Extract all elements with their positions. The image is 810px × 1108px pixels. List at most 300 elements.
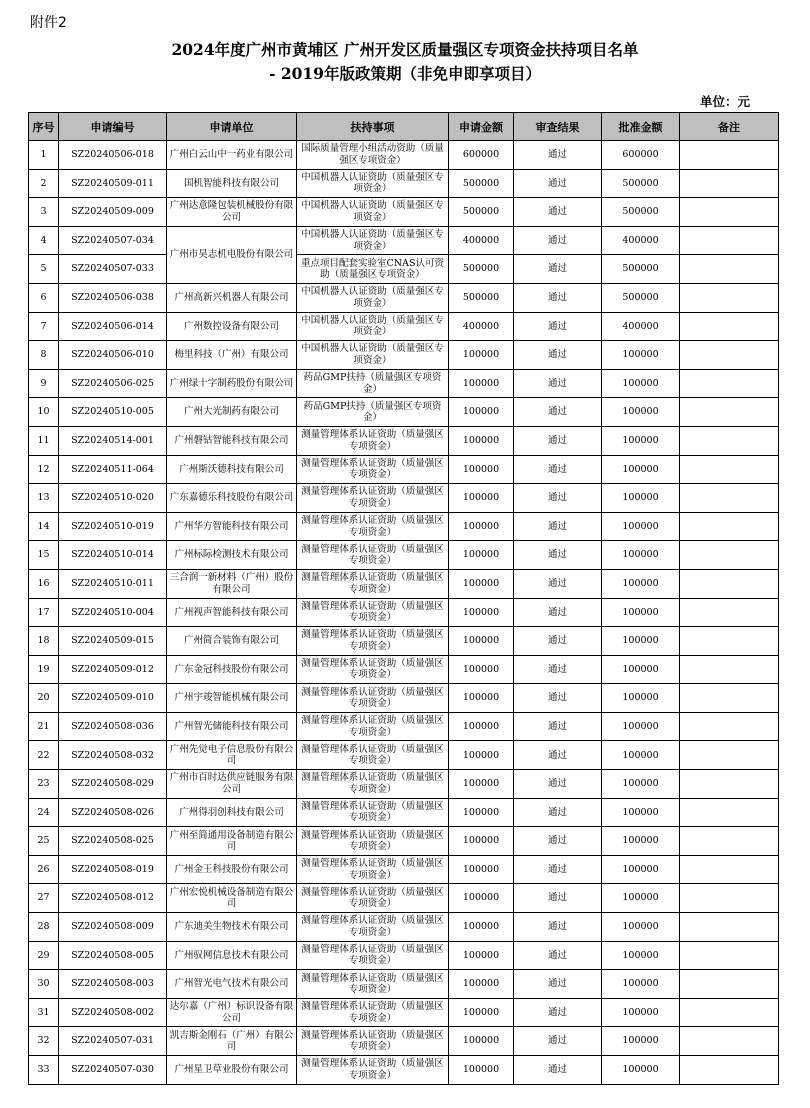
cell-approved: 100000 xyxy=(602,1056,680,1085)
cell-item: 测量管理体系认证资助（质量强区专项资金） xyxy=(297,884,449,913)
cell-approved: 100000 xyxy=(602,569,680,598)
cell-no: 14 xyxy=(29,512,59,541)
cell-unit: 广东迪美生物技术有限公司 xyxy=(167,913,297,942)
cell-note xyxy=(680,770,779,799)
table-row xyxy=(29,569,779,598)
cell-amount: 100000 xyxy=(449,970,514,999)
cell-amount: 100000 xyxy=(449,1027,514,1056)
cell-result: 通过 xyxy=(514,369,602,398)
cell-approved: 500000 xyxy=(602,255,680,284)
cell-amount: 400000 xyxy=(449,226,514,255)
cell-no: 2 xyxy=(29,169,59,198)
cell-unit: 广州金王科技股份有限公司 xyxy=(167,855,297,884)
cell-note xyxy=(680,569,779,598)
cell-unit: 广州绿十字制药股份有限公司 xyxy=(167,369,297,398)
table-row xyxy=(29,913,779,942)
cell-note xyxy=(680,627,779,656)
cell-item: 测量管理体系认证资助（质量强区专项资金） xyxy=(297,569,449,598)
cell-note xyxy=(680,455,779,484)
cell-no: 3 xyxy=(29,198,59,227)
cell-code: SZ20240510-004 xyxy=(59,598,167,627)
cell-code: SZ20240508-032 xyxy=(59,741,167,770)
cell-note xyxy=(680,741,779,770)
cell-unit: 广州标际检测技术有限公司 xyxy=(167,541,297,570)
cell-code: SZ20240508-029 xyxy=(59,770,167,799)
cell-approved: 100000 xyxy=(602,341,680,370)
cell-code: SZ20240506-018 xyxy=(59,141,167,170)
cell-unit: 广州数控设备有限公司 xyxy=(167,312,297,341)
cell-code: SZ20240508-025 xyxy=(59,827,167,856)
cell-result: 通过 xyxy=(514,198,602,227)
cell-approved: 100000 xyxy=(602,455,680,484)
cell-amount: 500000 xyxy=(449,198,514,227)
cell-approved: 100000 xyxy=(602,712,680,741)
cell-item: 测量管理体系认证资助（质量强区专项资金） xyxy=(297,684,449,713)
cell-approved: 100000 xyxy=(602,941,680,970)
cell-note xyxy=(680,941,779,970)
cell-result: 通过 xyxy=(514,1056,602,1085)
cell-code: SZ20240511-064 xyxy=(59,455,167,484)
cell-code: SZ20240514-001 xyxy=(59,426,167,455)
cell-note xyxy=(680,855,779,884)
table-row xyxy=(29,198,779,227)
cell-result: 通过 xyxy=(514,655,602,684)
cell-approved: 100000 xyxy=(602,541,680,570)
cell-unit: 广州智光储能科技有限公司 xyxy=(167,712,297,741)
cell-note xyxy=(680,1056,779,1085)
cell-approved: 100000 xyxy=(602,770,680,799)
cell-item: 测量管理体系认证资助（质量强区专项资金） xyxy=(297,484,449,513)
cell-code: SZ20240508-019 xyxy=(59,855,167,884)
table-row xyxy=(29,627,779,656)
table-row xyxy=(29,541,779,570)
table-row xyxy=(29,741,779,770)
cell-no: 13 xyxy=(29,484,59,513)
cell-amount: 100000 xyxy=(449,484,514,513)
cell-result: 通过 xyxy=(514,1027,602,1056)
cell-result: 通过 xyxy=(514,341,602,370)
table-row xyxy=(29,855,779,884)
cell-code: SZ20240508-012 xyxy=(59,884,167,913)
cell-unit: 三合润一新材料（广州）股份有限公司 xyxy=(167,569,297,598)
cell-unit: 广州达意隆包装机械股份有限公司 xyxy=(167,198,297,227)
table-row xyxy=(29,1056,779,1085)
table-row xyxy=(29,1027,779,1056)
cell-amount: 100000 xyxy=(449,684,514,713)
cell-no: 11 xyxy=(29,426,59,455)
cell-code: SZ20240510-005 xyxy=(59,398,167,427)
cell-note xyxy=(680,398,779,427)
cell-amount: 100000 xyxy=(449,998,514,1027)
cell-note xyxy=(680,169,779,198)
cell-no: 4 xyxy=(29,226,59,255)
table-row xyxy=(29,798,779,827)
cell-amount: 100000 xyxy=(449,941,514,970)
table-row xyxy=(29,455,779,484)
cell-note xyxy=(680,369,779,398)
cell-approved: 500000 xyxy=(602,198,680,227)
cell-note xyxy=(680,998,779,1027)
table-row xyxy=(29,169,779,198)
cell-result: 通过 xyxy=(514,226,602,255)
cell-approved: 100000 xyxy=(602,855,680,884)
cell-unit: 广州智光电气技术有限公司 xyxy=(167,970,297,999)
cell-result: 通过 xyxy=(514,569,602,598)
table-row xyxy=(29,398,779,427)
cell-no: 31 xyxy=(29,998,59,1027)
cell-no: 18 xyxy=(29,627,59,656)
cell-amount: 100000 xyxy=(449,770,514,799)
table-header-row xyxy=(29,113,779,141)
cell-item: 药品GMP扶持（质量强区专项资金） xyxy=(297,369,449,398)
header-unit: 申请单位 xyxy=(167,113,297,141)
cell-code: SZ20240510-019 xyxy=(59,512,167,541)
cell-amount: 100000 xyxy=(449,913,514,942)
cell-item: 测量管理体系认证资助（质量强区专项资金） xyxy=(297,998,449,1027)
cell-amount: 100000 xyxy=(449,741,514,770)
cell-item: 测量管理体系认证资助（质量强区专项资金） xyxy=(297,941,449,970)
cell-code: SZ20240507-033 xyxy=(59,255,167,284)
cell-item: 中国机器人认证资助（质量强区专项资金） xyxy=(297,198,449,227)
cell-code: SZ20240506-010 xyxy=(59,341,167,370)
cell-code: SZ20240506-025 xyxy=(59,369,167,398)
cell-no: 19 xyxy=(29,655,59,684)
cell-amount: 100000 xyxy=(449,655,514,684)
cell-item: 测量管理体系认证资助（质量强区专项资金） xyxy=(297,712,449,741)
cell-result: 通过 xyxy=(514,884,602,913)
table-row xyxy=(29,512,779,541)
cell-note xyxy=(680,913,779,942)
table-row xyxy=(29,283,779,312)
attachment-label: 附件2 xyxy=(30,15,67,31)
cell-item: 测量管理体系认证资助（质量强区专项资金） xyxy=(297,913,449,942)
cell-result: 通过 xyxy=(514,512,602,541)
table-row xyxy=(29,712,779,741)
cell-result: 通过 xyxy=(514,941,602,970)
cell-approved: 400000 xyxy=(602,312,680,341)
cell-amount: 100000 xyxy=(449,855,514,884)
cell-item: 测量管理体系认证资助（质量强区专项资金） xyxy=(297,770,449,799)
cell-no: 9 xyxy=(29,369,59,398)
cell-result: 通过 xyxy=(514,283,602,312)
cell-no: 29 xyxy=(29,941,59,970)
cell-no: 15 xyxy=(29,541,59,570)
cell-amount: 600000 xyxy=(449,141,514,170)
table-row xyxy=(29,312,779,341)
cell-result: 通过 xyxy=(514,827,602,856)
cell-approved: 100000 xyxy=(602,970,680,999)
cell-unit: 广州白云山中一药业有限公司 xyxy=(167,141,297,170)
cell-unit: 梅里科技（广州）有限公司 xyxy=(167,341,297,370)
cell-note xyxy=(680,512,779,541)
page-title: 2024年度广州市黄埔区 广州开发区质量强区专项资金扶持项目名单 xyxy=(171,40,639,59)
cell-item: 测量管理体系认证资助（质量强区专项资金） xyxy=(297,512,449,541)
cell-note xyxy=(680,655,779,684)
cell-amount: 100000 xyxy=(449,627,514,656)
cell-item: 药品GMP扶持（质量强区专项资金） xyxy=(297,398,449,427)
cell-item: 测量管理体系认证资助（质量强区专项资金） xyxy=(297,455,449,484)
header-no: 序号 xyxy=(29,113,59,141)
cell-no: 21 xyxy=(29,712,59,741)
cell-unit: 广州宏悦机械设备制造有限公司 xyxy=(167,884,297,913)
cell-amount: 100000 xyxy=(449,884,514,913)
table-row xyxy=(29,255,779,284)
cell-unit: 广州驭网信息技术有限公司 xyxy=(167,941,297,970)
cell-approved: 500000 xyxy=(602,169,680,198)
cell-note xyxy=(680,884,779,913)
table-row xyxy=(29,770,779,799)
cell-no: 30 xyxy=(29,970,59,999)
cell-result: 通过 xyxy=(514,712,602,741)
table-row xyxy=(29,998,779,1027)
cell-no: 8 xyxy=(29,341,59,370)
cell-item: 测量管理体系认证资助（质量强区专项资金） xyxy=(297,827,449,856)
cell-result: 通过 xyxy=(514,798,602,827)
cell-item: 中国机器人认证资助（质量强区专项资金） xyxy=(297,226,449,255)
cell-approved: 500000 xyxy=(602,283,680,312)
cell-approved: 100000 xyxy=(602,369,680,398)
cell-amount: 400000 xyxy=(449,312,514,341)
cell-unit: 广州磐钴智能科技有限公司 xyxy=(167,426,297,455)
cell-approved: 100000 xyxy=(602,798,680,827)
header-approved: 批准金额 xyxy=(602,113,680,141)
table-row xyxy=(29,970,779,999)
cell-note xyxy=(680,255,779,284)
cell-result: 通过 xyxy=(514,970,602,999)
cell-result: 通过 xyxy=(514,541,602,570)
cell-item: 测量管理体系认证资助（质量强区专项资金） xyxy=(297,1056,449,1085)
cell-note xyxy=(680,798,779,827)
cell-item: 测量管理体系认证资助（质量强区专项资金） xyxy=(297,798,449,827)
cell-note xyxy=(680,283,779,312)
cell-code: SZ20240508-003 xyxy=(59,970,167,999)
table-row xyxy=(29,426,779,455)
cell-unit: 广州先觉电子信息股份有限公司 xyxy=(167,741,297,770)
cell-no: 23 xyxy=(29,770,59,799)
cell-amount: 100000 xyxy=(449,1056,514,1085)
cell-item: 中国机器人认证资助（质量强区专项资金） xyxy=(297,283,449,312)
cell-result: 通过 xyxy=(514,998,602,1027)
cell-code: SZ20240509-010 xyxy=(59,684,167,713)
header-item: 扶持事项 xyxy=(297,113,449,141)
cell-approved: 100000 xyxy=(602,998,680,1027)
cell-amount: 100000 xyxy=(449,369,514,398)
cell-unit: 广州斯沃德科技有限公司 xyxy=(167,455,297,484)
cell-unit: 广州市百时达供应链服务有限公司 xyxy=(167,770,297,799)
cell-result: 通过 xyxy=(514,455,602,484)
cell-item: 测量管理体系认证资助（质量强区专项资金） xyxy=(297,598,449,627)
header-result: 审查结果 xyxy=(514,113,602,141)
cell-item: 测量管理体系认证资助（质量强区专项资金） xyxy=(297,655,449,684)
cell-item: 中国机器人认证资助（质量强区专项资金） xyxy=(297,312,449,341)
cell-result: 通过 xyxy=(514,855,602,884)
cell-approved: 100000 xyxy=(602,827,680,856)
cell-amount: 100000 xyxy=(449,512,514,541)
table-row xyxy=(29,226,779,255)
cell-amount: 500000 xyxy=(449,255,514,284)
cell-code: SZ20240507-031 xyxy=(59,1027,167,1056)
cell-amount: 100000 xyxy=(449,569,514,598)
table-row xyxy=(29,369,779,398)
table-row xyxy=(29,341,779,370)
cell-code: SZ20240509-015 xyxy=(59,627,167,656)
cell-amount: 100000 xyxy=(449,541,514,570)
cell-approved: 600000 xyxy=(602,141,680,170)
cell-note xyxy=(680,141,779,170)
cell-no: 25 xyxy=(29,827,59,856)
table-row xyxy=(29,684,779,713)
cell-note xyxy=(680,312,779,341)
cell-note xyxy=(680,684,779,713)
cell-no: 7 xyxy=(29,312,59,341)
cell-result: 通过 xyxy=(514,598,602,627)
cell-approved: 100000 xyxy=(602,1027,680,1056)
cell-unit: 广东嘉德乐科技股份有限公司 xyxy=(167,484,297,513)
cell-unit: 达尔嘉（广州）标识设备有限公司 xyxy=(167,998,297,1027)
cell-no: 28 xyxy=(29,913,59,942)
cell-approved: 100000 xyxy=(602,598,680,627)
cell-item: 测量管理体系认证资助（质量强区专项资金） xyxy=(297,627,449,656)
cell-unit: 广州得羽创科技有限公司 xyxy=(167,798,297,827)
cell-code: SZ20240508-009 xyxy=(59,913,167,942)
cell-code: SZ20240508-005 xyxy=(59,941,167,970)
cell-code: SZ20240508-002 xyxy=(59,998,167,1027)
cell-amount: 100000 xyxy=(449,827,514,856)
cell-no: 6 xyxy=(29,283,59,312)
cell-unit: 广州宇竣智能机械有限公司 xyxy=(167,684,297,713)
cell-no: 26 xyxy=(29,855,59,884)
cell-no: 17 xyxy=(29,598,59,627)
cell-result: 通过 xyxy=(514,913,602,942)
table-body xyxy=(29,141,779,1085)
cell-code: SZ20240509-012 xyxy=(59,655,167,684)
cell-approved: 100000 xyxy=(602,655,680,684)
cell-unit: 广州视声智能科技有限公司 xyxy=(167,598,297,627)
cell-unit: 凯吉斯金刚石（广州）有限公司 xyxy=(167,1027,297,1056)
cell-no: 1 xyxy=(29,141,59,170)
cell-no: 20 xyxy=(29,684,59,713)
cell-result: 通过 xyxy=(514,684,602,713)
cell-note xyxy=(680,541,779,570)
cell-code: SZ20240510-011 xyxy=(59,569,167,598)
cell-item: 测量管理体系认证资助（质量强区专项资金） xyxy=(297,426,449,455)
cell-note xyxy=(680,198,779,227)
cell-item: 国际质量管理小组活动资助（质量强区专项资金） xyxy=(297,141,449,170)
cell-result: 通过 xyxy=(514,770,602,799)
cell-no: 22 xyxy=(29,741,59,770)
cell-code: SZ20240508-036 xyxy=(59,712,167,741)
cell-amount: 100000 xyxy=(449,712,514,741)
cell-unit: 国机智能科技有限公司 xyxy=(167,169,297,198)
cell-unit: 广州星卫草业股份有限公司 xyxy=(167,1056,297,1085)
cell-no: 24 xyxy=(29,798,59,827)
cell-item: 测量管理体系认证资助（质量强区专项资金） xyxy=(297,1027,449,1056)
header-amount: 申请金额 xyxy=(449,113,514,141)
cell-unit: 广东金冠科技股份有限公司 xyxy=(167,655,297,684)
cell-amount: 500000 xyxy=(449,283,514,312)
cell-note xyxy=(680,1027,779,1056)
cell-result: 通过 xyxy=(514,741,602,770)
cell-no: 12 xyxy=(29,455,59,484)
cell-unit: 广州简合装饰有限公司 xyxy=(167,627,297,656)
cell-unit: 广州市昊志机电股份有限公司 xyxy=(167,226,297,283)
table-row xyxy=(29,941,779,970)
cell-approved: 100000 xyxy=(602,684,680,713)
header-note: 备注 xyxy=(680,113,779,141)
cell-code: SZ20240510-020 xyxy=(59,484,167,513)
table-row xyxy=(29,141,779,170)
cell-code: SZ20240507-030 xyxy=(59,1056,167,1085)
table-row xyxy=(29,655,779,684)
cell-item: 中国机器人认证资助（质量强区专项资金） xyxy=(297,341,449,370)
cell-item: 测量管理体系认证资助（质量强区专项资金） xyxy=(297,541,449,570)
unit-label: 单位：元 xyxy=(699,94,750,109)
cell-amount: 500000 xyxy=(449,169,514,198)
cell-result: 通过 xyxy=(514,169,602,198)
table-row xyxy=(29,884,779,913)
cell-no: 16 xyxy=(29,569,59,598)
funding-table xyxy=(28,112,779,1085)
table-row xyxy=(29,827,779,856)
cell-no: 32 xyxy=(29,1027,59,1056)
cell-note xyxy=(680,484,779,513)
cell-amount: 100000 xyxy=(449,598,514,627)
cell-no: 27 xyxy=(29,884,59,913)
cell-amount: 100000 xyxy=(449,798,514,827)
page-subtitle: - 2019年版政策期（非免申即享项目） xyxy=(269,64,541,83)
cell-item: 测量管理体系认证资助（质量强区专项资金） xyxy=(297,741,449,770)
cell-no: 5 xyxy=(29,255,59,284)
cell-item: 重点项目配套实验室CNAS认可资助（质量强区专项资金） xyxy=(297,255,449,284)
header-code: 申请编号 xyxy=(59,113,167,141)
cell-unit: 广州华方智能科技有限公司 xyxy=(167,512,297,541)
cell-code: SZ20240509-011 xyxy=(59,169,167,198)
cell-amount: 100000 xyxy=(449,455,514,484)
cell-result: 通过 xyxy=(514,627,602,656)
cell-note xyxy=(680,341,779,370)
table-row xyxy=(29,484,779,513)
cell-no: 10 xyxy=(29,398,59,427)
cell-code: SZ20240506-014 xyxy=(59,312,167,341)
cell-code: SZ20240510-014 xyxy=(59,541,167,570)
cell-amount: 100000 xyxy=(449,398,514,427)
cell-item: 测量管理体系认证资助（质量强区专项资金） xyxy=(297,970,449,999)
cell-result: 通过 xyxy=(514,398,602,427)
cell-unit: 广州大光制药有限公司 xyxy=(167,398,297,427)
cell-note xyxy=(680,827,779,856)
cell-approved: 100000 xyxy=(602,741,680,770)
cell-approved: 100000 xyxy=(602,627,680,656)
cell-unit: 广州至简通用设备制造有限公司 xyxy=(167,827,297,856)
cell-code: SZ20240507-034 xyxy=(59,226,167,255)
cell-item: 中国机器人认证资助（质量强区专项资金） xyxy=(297,169,449,198)
cell-code: SZ20240509-009 xyxy=(59,198,167,227)
cell-result: 通过 xyxy=(514,141,602,170)
cell-approved: 100000 xyxy=(602,512,680,541)
cell-approved: 100000 xyxy=(602,884,680,913)
cell-result: 通过 xyxy=(514,484,602,513)
cell-note xyxy=(680,712,779,741)
cell-note xyxy=(680,226,779,255)
cell-note xyxy=(680,426,779,455)
cell-approved: 100000 xyxy=(602,484,680,513)
cell-item: 测量管理体系认证资助（质量强区专项资金） xyxy=(297,855,449,884)
cell-result: 通过 xyxy=(514,426,602,455)
cell-code: SZ20240506-038 xyxy=(59,283,167,312)
cell-approved: 100000 xyxy=(602,398,680,427)
cell-result: 通过 xyxy=(514,255,602,284)
cell-no: 33 xyxy=(29,1056,59,1085)
